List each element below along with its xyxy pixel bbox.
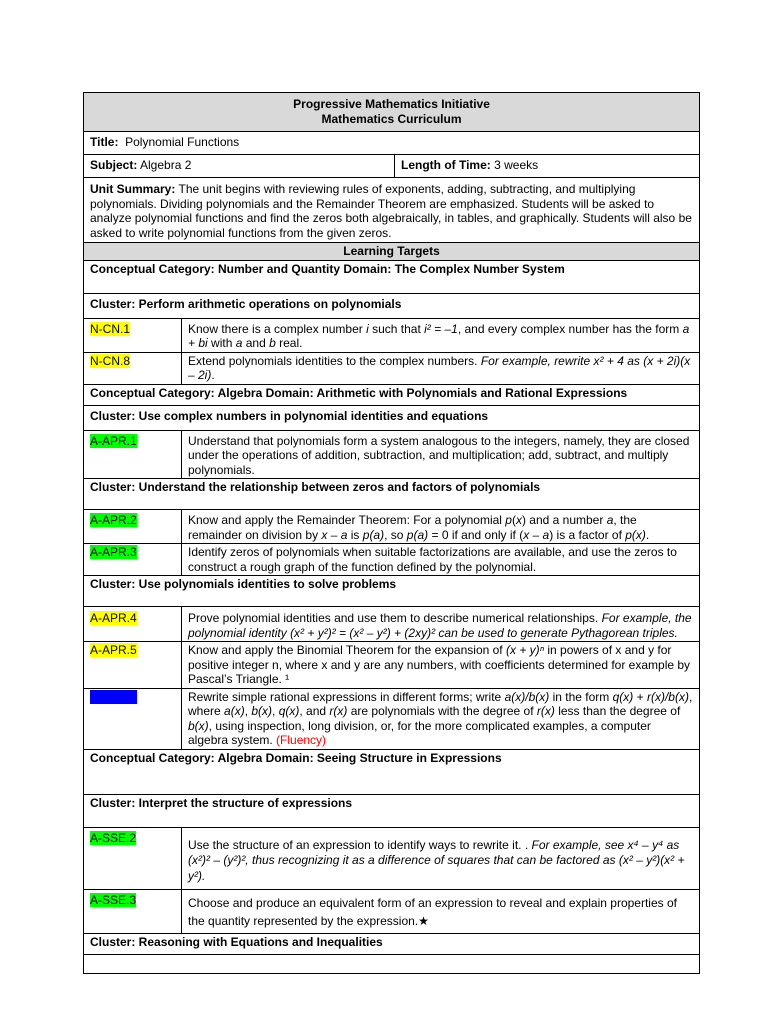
category-row <box>84 384 700 405</box>
learning-targets-heading: Learning Targets <box>84 243 700 261</box>
header-row <box>84 93 700 132</box>
standard-code: A-APR.1 <box>90 433 137 448</box>
cluster-row <box>84 479 700 510</box>
summary-label: Unit Summary: <box>90 182 176 196</box>
fluency-tag: (Fluency) <box>276 733 327 747</box>
curriculum-table <box>83 92 700 974</box>
standard-row <box>84 352 700 384</box>
standard-row <box>84 827 700 889</box>
subject-row <box>84 155 700 178</box>
standard-code: A-SSE.3 <box>90 892 137 907</box>
category-row <box>84 749 700 794</box>
cluster-heading: Cluster: Perform arithmetic operations on polynomials <box>84 293 700 318</box>
standard-code: A-APR.3 <box>90 545 137 559</box>
cluster-row <box>84 794 700 827</box>
curriculum-title: Mathematics Curriculum <box>321 111 462 126</box>
conceptual-category: Conceptual Category: Algebra Domain: Seeing Structure in Expressions <box>84 749 700 794</box>
standard-text: Prove polynomial identities and use them to describe numerical relationships. For example, the polynomial identity (x² + y²)² = (x² – y²) + (2xy)² can be used to generate Pythagorean triples. <box>182 607 700 642</box>
standard-row <box>84 642 700 689</box>
standard-text: Know there is a complex number i such that i² = –1, and every complex number has the form a + bi with a and b real. <box>182 318 700 352</box>
cluster-heading: Cluster: Use polynomials identities to solve problems <box>84 576 700 607</box>
length-label: Length of Time: <box>401 158 491 172</box>
standard-text: Understand that polynomials form a system analogous to the integers, namely, they are closed under the operations of addition, subtraction, and multiplication; add, subtract, and multiply polynomials. <box>182 430 700 479</box>
standard-text: Use the structure of an expression to identify ways to rewrite it. . For example, see x⁴ – y⁴ as (x²)² – (y²)², thus recognizing it as a difference of squares that can be factored as (x² – y²)(x² + y²). <box>182 827 700 889</box>
subject-label: Subject: <box>90 158 138 172</box>
standard-row <box>84 688 700 749</box>
title-value: Polynomial Functions <box>125 135 240 149</box>
standard-code: A-APR.2 <box>90 513 137 527</box>
cluster-heading: Cluster: Understand the relationship between zeros and factors of polynomials <box>84 479 700 510</box>
standard-code: A-APR.6 <box>90 689 137 704</box>
subject-value: Algebra 2 <box>140 158 192 172</box>
standard-row <box>84 430 700 479</box>
category-row <box>84 260 700 293</box>
standard-code: A-APR.5 <box>90 643 137 657</box>
summary-row <box>84 178 700 243</box>
standard-code: A-SSE.2 <box>90 830 137 845</box>
empty-row <box>84 954 700 973</box>
cluster-heading: Cluster: Use complex numbers in polynomial identities and equations <box>84 405 700 430</box>
learning-targets-row <box>84 243 700 261</box>
title-label: Title: <box>90 135 119 149</box>
standard-code: A-APR.4 <box>90 611 137 625</box>
summary-text: The unit begins with reviewing rules of exponents, adding, subtracting, and multiplying polynomials. Dividing polynomials and the Remainder Theorem are emphasized. Students will be asked to analyze polynomial functions and find the zeros both algebraically, in tables, and graphically. Students will also be asked to write polynomial functions from the given zeros. <box>90 182 692 240</box>
standard-code: N-CN.8 <box>90 353 131 368</box>
standard-row <box>84 318 700 352</box>
cluster-heading: Cluster: Reasoning with Equations and Inequalities <box>84 933 700 954</box>
cluster-row <box>84 405 700 430</box>
standard-row <box>84 510 700 544</box>
standard-row <box>84 889 700 933</box>
cluster-row <box>84 933 700 954</box>
standard-row <box>84 607 700 642</box>
cluster-row <box>84 293 700 318</box>
title-row <box>84 132 700 155</box>
standard-text: Choose and produce an equivalent form of an expression to reveal and explain properties of the quantity represented by the expression.★ <box>182 889 700 933</box>
cluster-row <box>84 576 700 607</box>
conceptual-category: Conceptual Category: Number and Quantity Domain: The Complex Number System <box>84 260 700 293</box>
cluster-heading: Cluster: Interpret the structure of expressions <box>84 794 700 827</box>
standard-text: Identify zeros of polynomials when suitable factorizations are available, and use the zeros to construct a rough graph of the function defined by the polynomial. <box>182 544 700 576</box>
standard-code: N-CN.1 <box>90 321 131 336</box>
standard-text: Extend polynomials identities to the complex numbers. For example, rewrite x² + 4 as (x + 2i)(x – 2i). <box>182 352 700 384</box>
standard-text: Rewrite simple rational expressions in different forms; write a(x)/b(x) in the form q(x) + r(x)/b(x), where a(x), b(x), q(x), and r(x) are polynomials with the degree of r(x) less than the degree of b(x), using inspection, long division, or, for the more complicated examples, a computer algebra system. (Fluency) <box>182 688 700 749</box>
conceptual-category: Conceptual Category: Algebra Domain: Arithmetic with Polynomials and Rational Expressions <box>84 384 700 405</box>
standard-row <box>84 544 700 576</box>
program-title: Progressive Mathematics Initiative <box>293 97 490 111</box>
standard-text: Know and apply the Remainder Theorem: For a polynomial p(x) and a number a, the remainder on division by x – a is p(a), so p(a) = 0 if and only if (x – a) is a factor of p(x). <box>182 510 700 544</box>
standard-text: Know and apply the Binomial Theorem for the expansion of (x + y)ⁿ in powers of x and y for positive integer n, where x and y are any numbers, with coefficients determined for example by Pascal’s Triangle. ¹ <box>182 642 700 689</box>
length-value: 3 weeks <box>494 158 539 172</box>
